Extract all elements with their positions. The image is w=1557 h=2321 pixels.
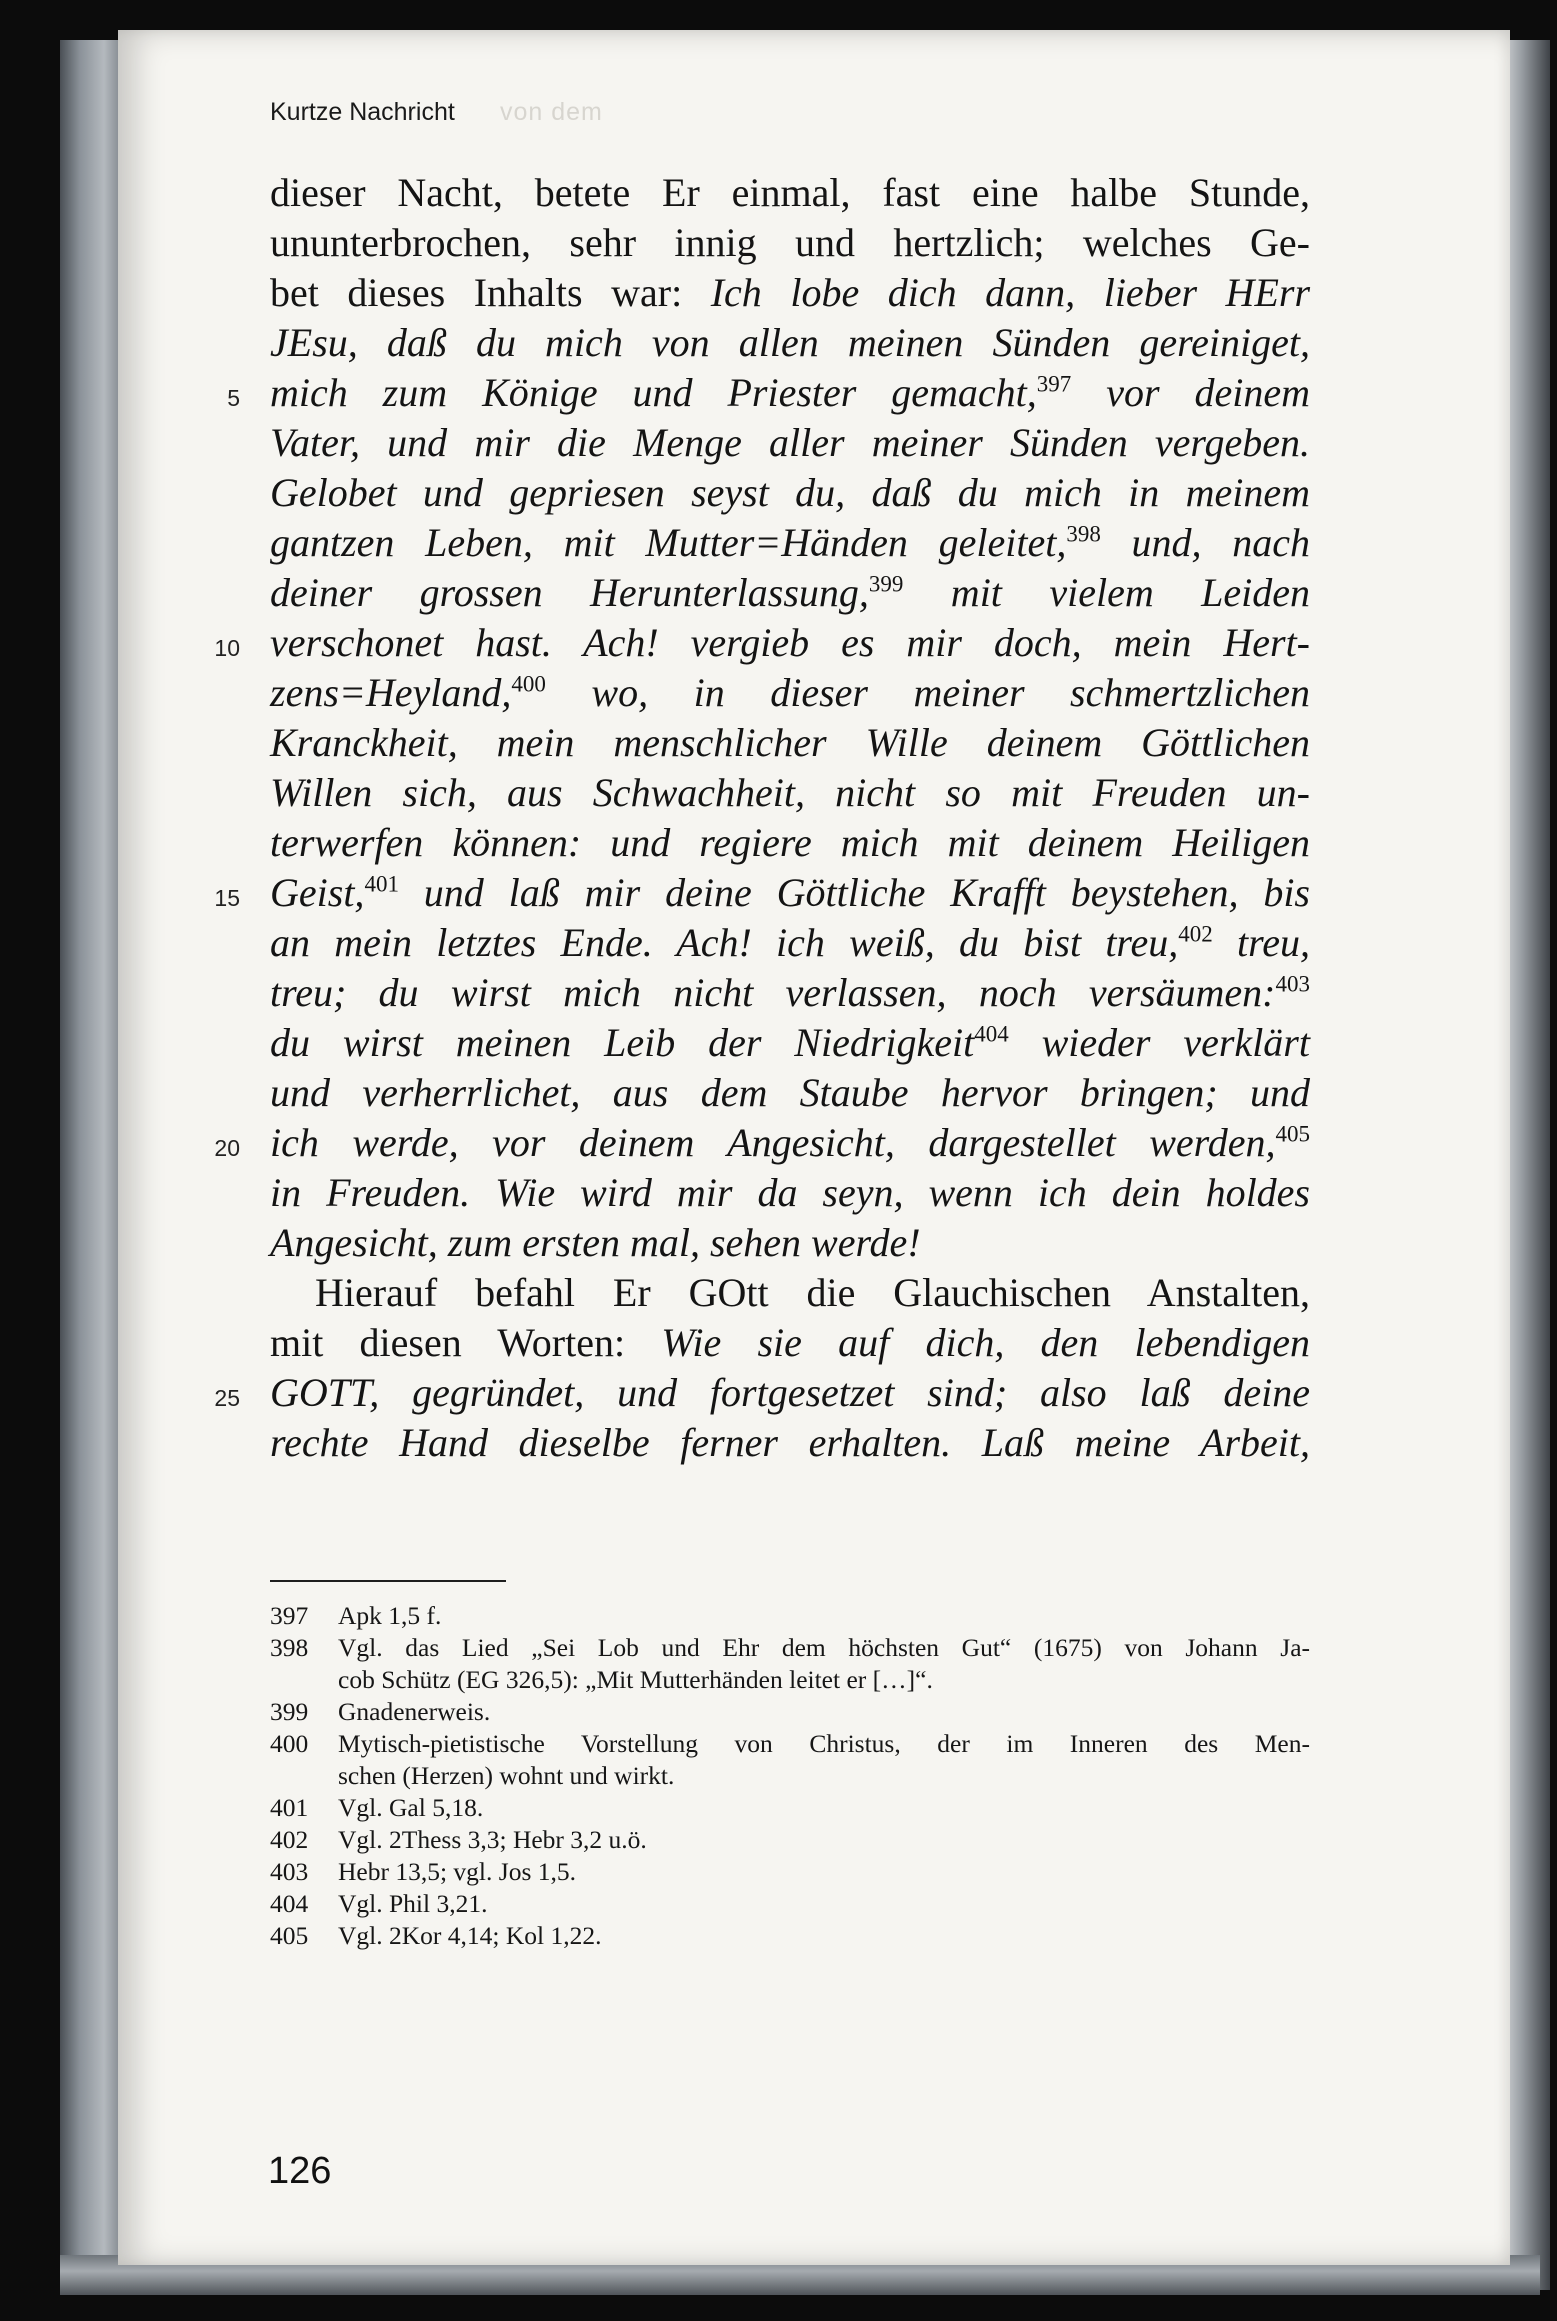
footnote [270, 1824, 1310, 1856]
text-line: treu; du wirst mich nicht verlassen, noch versäumen:$^{403}$ [270, 970, 1310, 1015]
footnote-text: Hebr 13,5; vgl. Jos 1,5. [338, 1857, 576, 1886]
text-line: verschonet hast. Ach! vergieb es mir doch, mein Hert- [270, 620, 1310, 665]
text-line: ich werde, vor deinem Angesicht, dargestellet werden,$^{405}$ [270, 1120, 1310, 1165]
footnote [270, 1920, 1310, 1952]
footnote-text: Vgl. 2Thess 3,3; Hebr 3,2 u.ö. [338, 1825, 647, 1854]
text-line: Kranckheit, mein menschlicher Wille deinem Göttlichen [270, 720, 1310, 765]
footnote-number: 397 [270, 1601, 309, 1630]
footnote-number: 402 [270, 1825, 309, 1854]
footnote-text: Vgl. das Lied „Sei Lob und Ehr dem höchsten Gut“ (1675) von Johann Ja- [338, 1633, 1310, 1662]
footnote-number: 405 [270, 1921, 309, 1950]
line-number-5: 5 [227, 385, 240, 411]
show-through-text: von dem [500, 98, 603, 126]
footnote-text: Vgl. Phil 3,21. [338, 1889, 488, 1918]
footnotes [270, 1600, 1310, 1952]
text-line: in Freuden. Wie wird mir da seyn, wenn ich dein holdes [270, 1170, 1310, 1215]
footnote-number: 401 [270, 1793, 309, 1822]
footnote-number: 404 [270, 1889, 309, 1918]
footnote [270, 1632, 1310, 1696]
text-line: Vater, und mir die Menge aller meiner Sünden vergeben. [270, 420, 1310, 465]
footnote-text: Vgl. Gal 5,18. [338, 1793, 484, 1822]
footnote-text: cob Schütz (EG 326,5): „Mit Mutterhänden leitet er […]“. [338, 1665, 933, 1694]
text-line: dieser Nacht, betete Er einmal, fast eine halbe Stunde, [270, 170, 1310, 215]
text-line: und verherrlichet, aus dem Staube hervor bringen; und [270, 1070, 1310, 1115]
footnote-ref[interactable]: 399 [868, 571, 904, 597]
footnote-number: 403 [270, 1857, 309, 1886]
footnote-rule [270, 1580, 506, 1582]
text-line: terwerfen können: und regiere mich mit deinem Heiligen [270, 820, 1310, 865]
text-line: du wirst meinen Leib der Niedrigkeit$^{404}$ wieder verklärt [270, 1020, 1310, 1065]
text-line: Willen sich, aus Schwachheit, nicht so mit Freuden un- [270, 770, 1310, 815]
text-line: rechte Hand dieselbe ferner erhalten. Laß meine Arbeit, [270, 1420, 1310, 1465]
footnote [270, 1696, 1310, 1728]
text-line: Hierauf befahl Er GOtt die Glauchischen Anstalten, [315, 1270, 1310, 1315]
line-number-25: 25 [214, 1385, 240, 1411]
footnote-text: schen (Herzen) wohnt und wirkt. [338, 1761, 675, 1790]
text-line: bet dieses Inhalts war: Ich lobe dich dann, lieber HErr [270, 270, 1311, 315]
footnote-ref[interactable]: 398 [1066, 521, 1101, 547]
running-head: Kurtze Nachricht [270, 98, 455, 126]
footnote-number: 399 [270, 1697, 309, 1726]
footnote-ref[interactable]: 400 [511, 671, 546, 697]
footnote [270, 1856, 1310, 1888]
footnote-text: Mytisch-pietistische Vorstellung von Christus, der im Inneren des Men- [338, 1729, 1310, 1758]
line-number-20: 20 [214, 1135, 240, 1161]
text-line: Gelobet und gepriesen seyst du, daß du mich in meinem [270, 470, 1310, 515]
footnote-ref[interactable]: 402 [1178, 921, 1213, 947]
footnote [270, 1600, 1310, 1632]
main-text [270, 168, 1310, 1468]
text-line: zens=Heyland,$^{400}$ wo, in dieser meiner schmertzlichen [270, 670, 1310, 715]
text-line: mit diesen Worten: Wie sie auf dich, den lebendigen [270, 1320, 1310, 1365]
footnote [270, 1888, 1310, 1920]
text-line: JEsu, daß du mich von allen meinen Sünden gereiniget, [270, 320, 1310, 365]
footnote-text: Vgl. 2Kor 4,14; Kol 1,22. [338, 1921, 602, 1950]
footnote-ref[interactable]: 405 [1275, 1121, 1310, 1147]
footnote-ref[interactable]: 401 [364, 871, 399, 897]
footnote-text: Gnadenerweis. [338, 1697, 491, 1726]
footnote-ref[interactable]: 404 [974, 1021, 1009, 1047]
line-number-15: 15 [214, 885, 240, 911]
text-line: ununterbrochen, sehr innig und hertzlich; welches Ge- [270, 220, 1310, 265]
text-line: mich zum Könige und Priester gemacht,$^{397}$ vor deinem [270, 370, 1310, 415]
text-line: Geist,$^{401}$ und laß mir deine Göttliche Krafft beystehen, bis [270, 870, 1310, 915]
text-line: gantzen Leben, mit Mutter=Händen geleitet,$^{398}$ und, nach [270, 520, 1310, 565]
footnote-number: 398 [270, 1633, 309, 1662]
text-line: GOTT, gegründet, und fortgesetzet sind; also laß deine [270, 1370, 1310, 1415]
page-number: 126 [268, 2150, 332, 2192]
footnote-text: Apk 1,5 f. [338, 1601, 442, 1630]
text-line: Angesicht, zum ersten mal, sehen werde! [270, 1220, 921, 1265]
footnote [270, 1792, 1310, 1824]
text-line: an mein letztes Ende. Ach! ich weiß, du bist treu,$^{402}$ treu, [270, 920, 1310, 965]
footnote-ref[interactable]: 403 [1275, 971, 1310, 997]
footnote [270, 1728, 1310, 1792]
line-number-10: 10 [214, 635, 240, 661]
footnote-ref[interactable]: 397 [1036, 371, 1072, 397]
footnote-number: 400 [270, 1729, 309, 1758]
text-line: deiner grossen Herunterlassung,$^{399}$ mit vielem Leiden [270, 570, 1311, 615]
